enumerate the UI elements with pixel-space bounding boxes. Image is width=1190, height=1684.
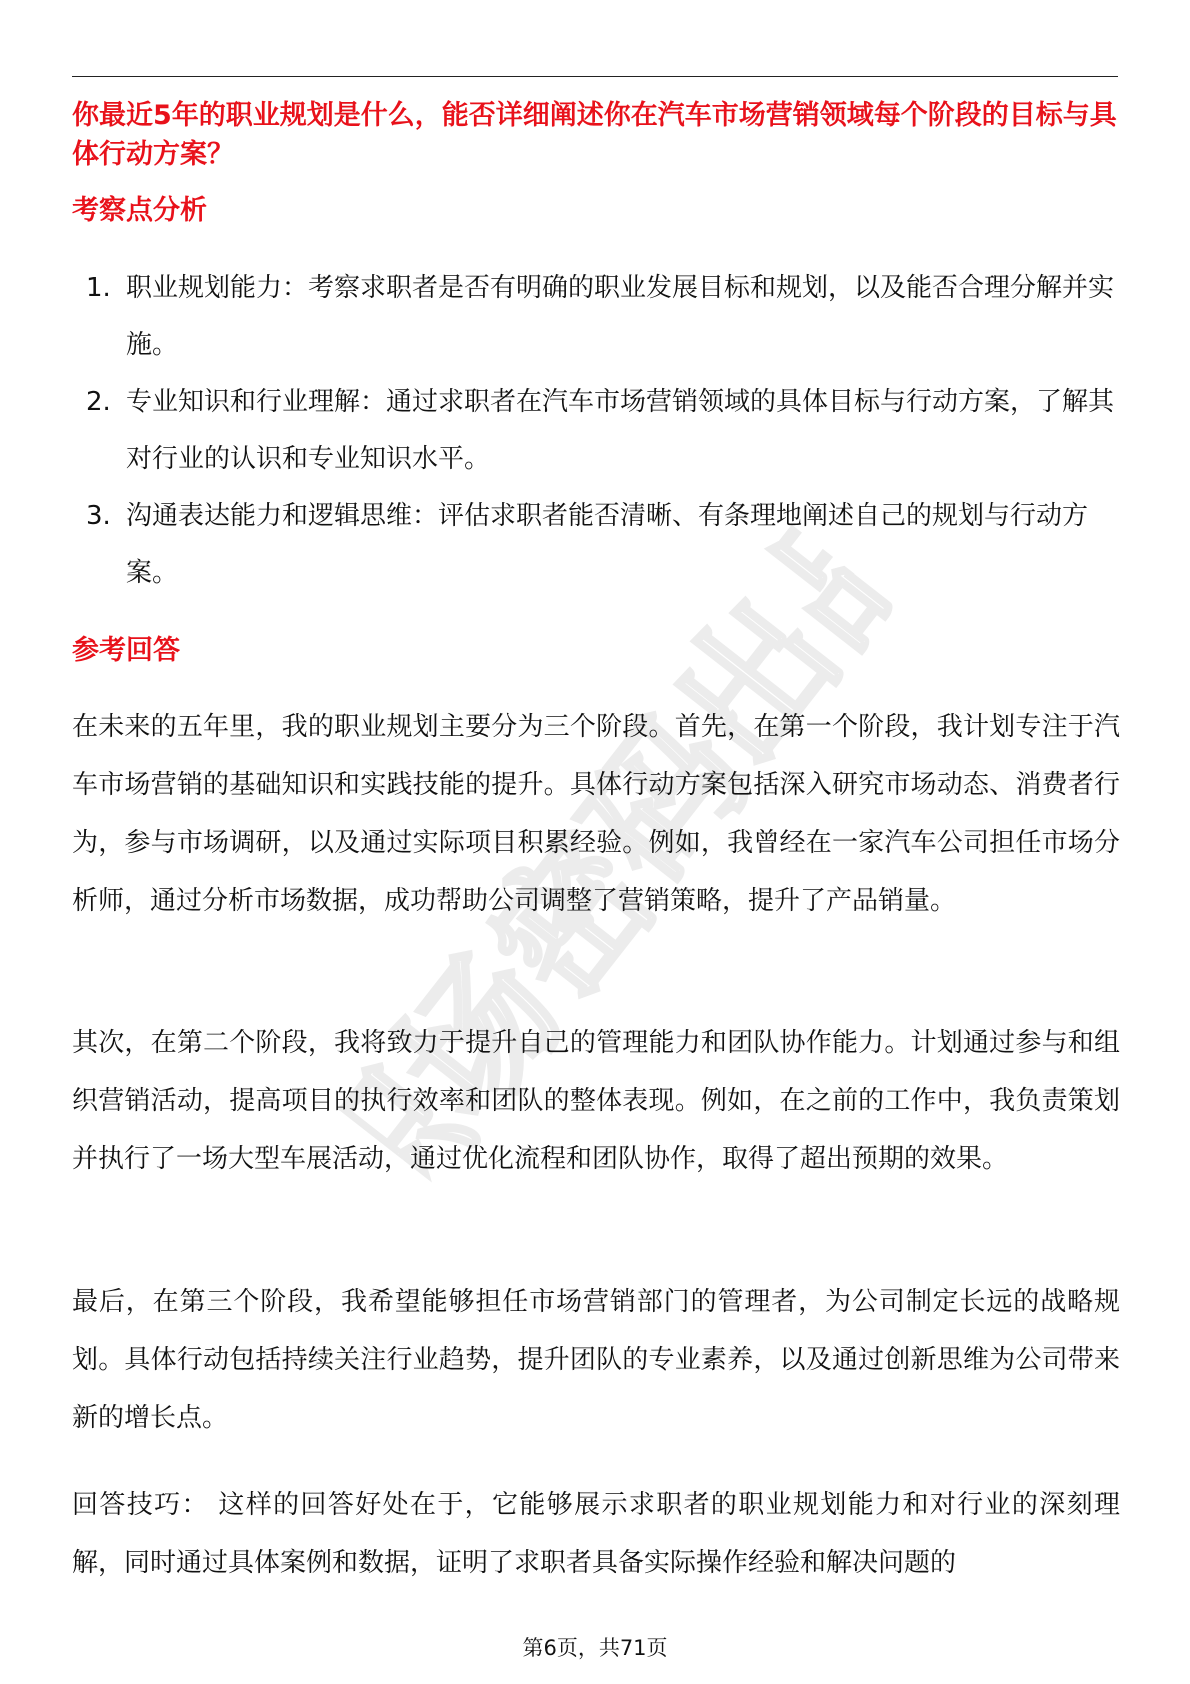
- analysis-point: [86, 374, 1116, 488]
- svg-text:职场密码出品: 职场密码出品: [313, 506, 927, 1214]
- analysis-point: [86, 260, 1116, 374]
- page-footer: 第6页，共71页: [522, 1636, 668, 1660]
- analysis-points-list: [86, 260, 1116, 602]
- analysis-point: [86, 488, 1116, 602]
- answer-paragraph: 最后，在第三个阶段，我希望能够担任市场营销部门的管理者，为公司制定长远的战略规划。具体行动包括持续关注行业趋势，提升团队的专业素养，以及通过创新思维为公司带来新的增长点。: [72, 1287, 1120, 1433]
- answer-heading: 参考回答: [72, 635, 180, 666]
- point-text: 沟通表达能力和逻辑思维：评估求职者能否清晰、有条理地阐述自己的规划与行动方案。: [126, 501, 1089, 588]
- question-title: 你最近5年的职业规划是什么，能否详细阐述你在汽车市场营销领域每个阶段的目标与具体行动方案？: [72, 100, 1117, 170]
- top-divider: [72, 76, 1118, 77]
- point-number: 2.: [86, 387, 111, 417]
- answer-paragraph: 其次，在第二个阶段，我将致力于提升自己的管理能力和团队协作能力。计划通过参与和组织营销活动，提高项目的执行效率和团队的整体表现。例如，在之前的工作中，我负责策划并执行了一场大型车展活动，通过优化流程和团队协作，取得了超出预期的效果。: [72, 1028, 1120, 1174]
- answer-paragraph: 在未来的五年里，我的职业规划主要分为三个阶段。首先，在第一个阶段，我计划专注于汽车市场营销的基础知识和实践技能的提升。具体行动方案包括深入研究市场动态、消费者行为，参与市场调研，以及通过实际项目积累经验。例如，我曾经在一家汽车公司担任市场分析师，通过分析市场数据，成功帮助公司调整了营销策略，提升了产品销量。: [72, 712, 1120, 916]
- point-text: 职业规划能力：考察求职者是否有明确的职业发展目标和规划，以及能否合理分解并实施。: [126, 273, 1115, 360]
- point-text: 专业知识和行业理解：通过求职者在汽车市场营销领域的具体目标与行动方案，了解其对行业的认识和专业知识水平。: [126, 387, 1115, 474]
- point-number: 1.: [86, 273, 111, 303]
- analysis-heading: 考察点分析: [72, 195, 207, 226]
- answer-tips-paragraph: 回答技巧： 这样的回答好处在于，它能够展示求职者的职业规划能力和对行业的深刻理解，同时通过具体案例和数据，证明了求职者具备实际操作经验和解决问题的: [72, 1490, 1120, 1578]
- point-number: 3.: [86, 501, 111, 531]
